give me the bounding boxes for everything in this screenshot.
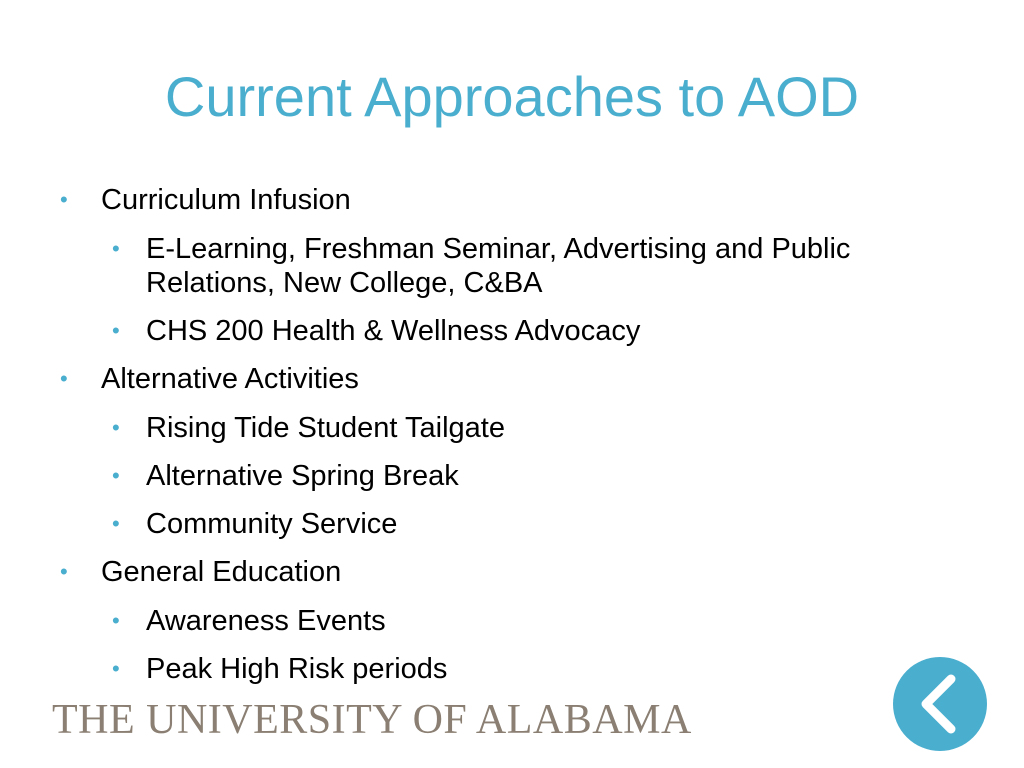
bullet-text: Community Service: [146, 508, 398, 540]
back-button[interactable]: [893, 657, 987, 751]
bullet-icon: •: [112, 511, 120, 536]
bullet-text: Peak High Risk periods: [146, 653, 448, 685]
bullet-icon: •: [60, 559, 68, 584]
list-item: [60, 411, 940, 445]
bullet-text: Curriculum Infusion: [101, 184, 351, 216]
list-item: [60, 183, 940, 217]
list-item: [60, 459, 940, 493]
list-item: [60, 314, 940, 348]
bullet-text: CHS 200 Health & Wellness Advocacy: [146, 315, 641, 347]
bullet-text: Awareness Events: [146, 605, 386, 637]
bullet-icon: •: [112, 656, 120, 681]
list-item: [60, 507, 940, 541]
list-item: [60, 232, 906, 300]
bullet-text: Alternative Activities: [101, 363, 359, 395]
bullet-list: [60, 183, 940, 700]
list-item: [60, 604, 940, 638]
bullet-icon: •: [60, 366, 68, 391]
back-arrow-icon: [893, 657, 987, 751]
bullet-icon: •: [112, 608, 120, 633]
bullet-text: Rising Tide Student Tailgate: [146, 412, 505, 444]
bullet-icon: •: [112, 318, 120, 343]
bullet-icon: •: [112, 463, 120, 488]
slide-title: Current Approaches to AOD: [164, 65, 860, 128]
list-item: [60, 555, 940, 589]
list-item: [60, 362, 940, 396]
bullet-text: E-Learning, Freshman Seminar, Advertising and Public Relations, New College, C&BA: [146, 233, 851, 299]
bullet-text: General Education: [101, 556, 342, 588]
bullet-icon: •: [112, 415, 120, 440]
bullet-icon: •: [112, 236, 120, 261]
university-logo: THE UNIVERSITY OF ALABAMA: [52, 697, 692, 743]
list-item: [60, 652, 940, 686]
bullet-icon: •: [60, 187, 68, 212]
bullet-text: Alternative Spring Break: [146, 460, 459, 492]
